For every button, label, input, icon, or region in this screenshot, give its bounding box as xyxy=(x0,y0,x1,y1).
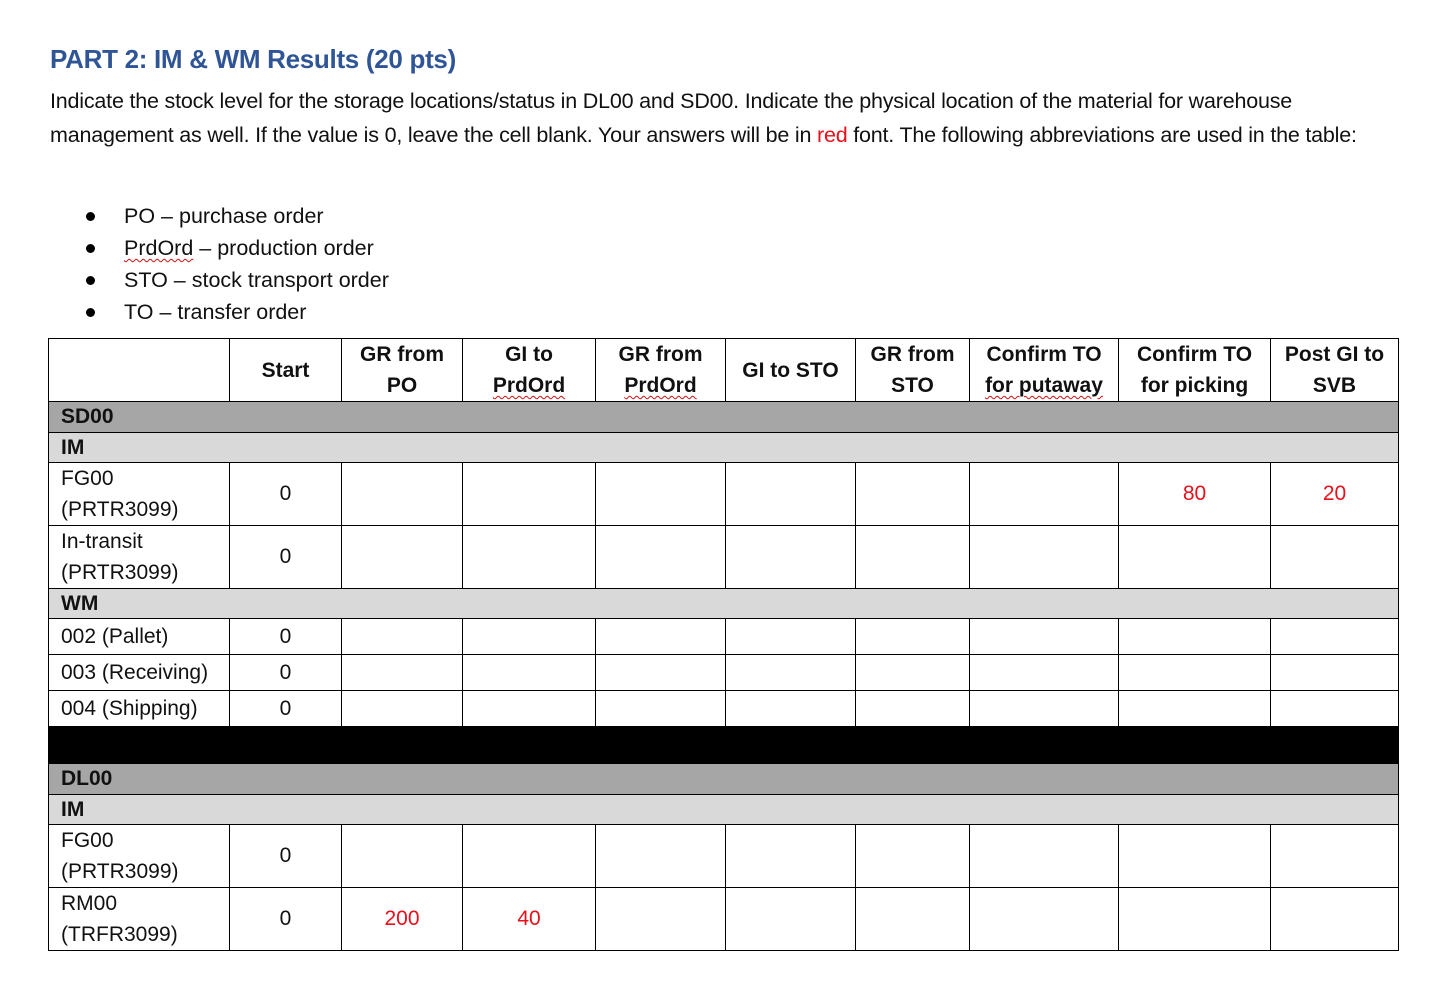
value-cell[interactable]: 40 xyxy=(463,888,596,951)
row-label xyxy=(49,526,230,589)
table-row xyxy=(49,888,1399,951)
table-row xyxy=(49,619,1399,655)
value-cell[interactable] xyxy=(856,619,970,655)
abbreviation-meaning: production order xyxy=(217,236,374,260)
value-cell[interactable] xyxy=(970,888,1119,951)
row-label-line2: (PRTR3099) xyxy=(61,561,179,584)
instructions-red-word: red xyxy=(816,123,848,147)
header-gi-to-sto xyxy=(726,339,856,402)
subsection-sd00-im xyxy=(49,433,1399,463)
value-cell[interactable] xyxy=(342,655,463,691)
header-start xyxy=(230,339,342,402)
separator-bar xyxy=(49,727,1399,764)
header-line1: GI to STO xyxy=(742,358,839,382)
header-gr-from-po xyxy=(342,339,463,402)
row-label xyxy=(49,619,230,655)
value-cell[interactable] xyxy=(342,825,463,888)
value-cell[interactable]: 80 xyxy=(1119,463,1271,526)
row-label-line2: (PRTR3099) xyxy=(61,860,179,883)
row-label xyxy=(49,825,230,888)
abbreviation-item xyxy=(86,296,389,328)
header-confirm-to-putaway xyxy=(970,339,1119,402)
value-cell[interactable] xyxy=(970,691,1119,727)
row-label-text: 003 (Receiving) xyxy=(61,661,209,684)
subsection-sd00-im-label: IM xyxy=(49,433,1399,463)
value-cell[interactable] xyxy=(726,825,856,888)
value-cell[interactable] xyxy=(463,655,596,691)
abbreviation-term: PO xyxy=(124,204,156,228)
value-cell[interactable] xyxy=(342,526,463,589)
value-cell[interactable] xyxy=(596,526,726,589)
value-cell[interactable] xyxy=(856,463,970,526)
abbreviation-item xyxy=(86,232,389,264)
value-cell[interactable] xyxy=(970,526,1119,589)
header-line1: Post GI to xyxy=(1284,343,1385,366)
value-cell[interactable] xyxy=(1271,655,1399,691)
bullet-icon xyxy=(86,244,95,253)
header-line1: GR from xyxy=(360,343,444,366)
row-label-line1: FG00 xyxy=(61,467,114,490)
value-cell[interactable] xyxy=(1119,655,1271,691)
header-line2: PrdOrd xyxy=(624,374,697,397)
value-cell[interactable]: 0 xyxy=(230,825,342,888)
value-cell[interactable] xyxy=(596,463,726,526)
page-title: PART 2: IM & WM Results (20 pts) xyxy=(50,44,456,74)
bullet-icon xyxy=(86,276,95,285)
bullet-icon xyxy=(86,308,95,317)
value-cell[interactable] xyxy=(596,825,726,888)
value-cell[interactable] xyxy=(726,888,856,951)
value-cell[interactable]: 0 xyxy=(230,888,342,951)
value-cell[interactable] xyxy=(970,463,1119,526)
header-confirm-to-picking xyxy=(1119,339,1271,402)
value-cell[interactable]: 200 xyxy=(342,888,463,951)
value-cell[interactable] xyxy=(1271,691,1399,727)
value-cell[interactable]: 0 xyxy=(230,655,342,691)
value-cell[interactable] xyxy=(1271,619,1399,655)
value-cell[interactable] xyxy=(1119,526,1271,589)
section-sd00-label: SD00 xyxy=(49,402,1399,433)
subsection-dl00-im-label: IM xyxy=(49,795,1399,825)
value-cell[interactable] xyxy=(856,655,970,691)
table-row xyxy=(49,463,1399,526)
row-label xyxy=(49,655,230,691)
value-cell[interactable] xyxy=(726,655,856,691)
header-line1: GI to xyxy=(505,343,553,366)
header-line1: GR from xyxy=(618,343,703,366)
table-row xyxy=(49,526,1399,589)
value-cell[interactable] xyxy=(1271,526,1399,589)
header-line1: Confirm TO xyxy=(986,343,1102,366)
row-label-line2: (PRTR3099) xyxy=(61,498,179,521)
subsection-sd00-wm-label: WM xyxy=(49,589,1399,619)
value-cell[interactable] xyxy=(726,526,856,589)
value-cell[interactable] xyxy=(1271,825,1399,888)
header-post-gi-to-svb xyxy=(1271,339,1399,402)
value-cell[interactable] xyxy=(726,691,856,727)
section-sd00 xyxy=(49,402,1399,433)
header-row xyxy=(49,339,1399,402)
value-cell[interactable] xyxy=(463,825,596,888)
row-label-text: 002 (Pallet) xyxy=(61,625,169,648)
table-row xyxy=(49,655,1399,691)
abbreviation-sep: – xyxy=(193,236,218,260)
bullet-icon xyxy=(86,212,95,221)
header-line1: Start xyxy=(261,358,310,382)
value-cell[interactable] xyxy=(1119,691,1271,727)
row-label xyxy=(49,463,230,526)
subsection-dl00-im xyxy=(49,795,1399,825)
value-cell[interactable] xyxy=(342,691,463,727)
row-label-line2: (TRFR3099) xyxy=(61,923,178,946)
value-cell[interactable] xyxy=(463,691,596,727)
value-cell[interactable] xyxy=(1119,888,1271,951)
header-cell xyxy=(49,339,230,402)
row-label xyxy=(49,691,230,727)
header-line2: SVB xyxy=(1312,374,1357,397)
value-cell[interactable]: 20 xyxy=(1271,463,1399,526)
value-cell[interactable] xyxy=(970,655,1119,691)
abbreviation-list xyxy=(86,200,389,328)
value-cell[interactable] xyxy=(342,463,463,526)
value-cell[interactable] xyxy=(463,619,596,655)
subsection-sd00-wm xyxy=(49,589,1399,619)
value-cell[interactable] xyxy=(596,888,726,951)
value-cell[interactable] xyxy=(726,619,856,655)
abbreviation-meaning: stock transport order xyxy=(191,268,389,292)
abbreviation-sep: – xyxy=(167,268,192,292)
instructions-text-2: font. The following abbreviations are used in the table: xyxy=(847,123,1357,147)
value-cell[interactable]: 0 xyxy=(230,619,342,655)
instructions-paragraph xyxy=(50,84,1410,152)
abbreviation-meaning: purchase order xyxy=(178,204,324,228)
value-cell[interactable] xyxy=(856,888,970,951)
abbreviation-item xyxy=(86,264,389,296)
header-line2: for putaway xyxy=(985,374,1103,397)
header-gr-from-sto xyxy=(856,339,970,402)
abbreviation-term: STO xyxy=(124,268,168,292)
value-cell[interactable] xyxy=(1271,888,1399,951)
row-label-line1: FG00 xyxy=(61,829,114,852)
value-cell[interactable] xyxy=(726,463,856,526)
header-line2: PO xyxy=(386,374,418,397)
header-gi-to-prdord xyxy=(463,339,596,402)
value-cell[interactable] xyxy=(463,463,596,526)
value-cell[interactable] xyxy=(970,825,1119,888)
instructions-text-1: Indicate the stock level for the storage locations/status in DL00 and SD00. Indicate the physical location of the material for warehouse management as well. If the value is 0, leave the cell blank. Your answers will be in xyxy=(50,89,1293,147)
value-cell[interactable] xyxy=(342,619,463,655)
row-label xyxy=(49,888,230,951)
value-cell[interactable] xyxy=(856,526,970,589)
value-cell[interactable] xyxy=(1119,619,1271,655)
header-line2: PrdOrd xyxy=(492,374,566,397)
value-cell[interactable]: 0 xyxy=(230,463,342,526)
value-cell[interactable] xyxy=(970,619,1119,655)
abbreviation-meaning: transfer order xyxy=(177,300,307,324)
results-table xyxy=(48,338,1399,951)
value-cell[interactable] xyxy=(596,691,726,727)
abbreviation-term: TO xyxy=(124,300,154,324)
header-gr-from-prdord xyxy=(596,339,726,402)
header-line1: GR from xyxy=(870,343,955,366)
section-dl00-label: DL00 xyxy=(49,764,1399,795)
abbreviation-sep: – xyxy=(155,204,179,228)
abbreviation-term: PrdOrd xyxy=(124,236,194,260)
row-label-text: 004 (Shipping) xyxy=(61,697,198,720)
abbreviation-sep: – xyxy=(153,300,178,324)
value-cell[interactable] xyxy=(856,825,970,888)
row-label-line1: In-transit xyxy=(61,530,143,553)
header-line2: STO xyxy=(891,374,934,397)
value-cell[interactable] xyxy=(463,526,596,589)
table-row xyxy=(49,825,1399,888)
value-cell[interactable] xyxy=(596,655,726,691)
abbreviation-item xyxy=(86,200,389,232)
value-cell[interactable] xyxy=(1119,825,1271,888)
header-line1: Confirm TO xyxy=(1136,343,1253,366)
section-dl00 xyxy=(49,764,1399,795)
table-row xyxy=(49,691,1399,727)
header-line2: for picking xyxy=(1140,374,1249,397)
value-cell[interactable]: 0 xyxy=(230,526,342,589)
value-cell[interactable]: 0 xyxy=(230,691,342,727)
value-cell[interactable] xyxy=(596,619,726,655)
separator-row xyxy=(49,727,1399,764)
row-label-line1: RM00 xyxy=(61,892,118,915)
value-cell[interactable] xyxy=(856,691,970,727)
